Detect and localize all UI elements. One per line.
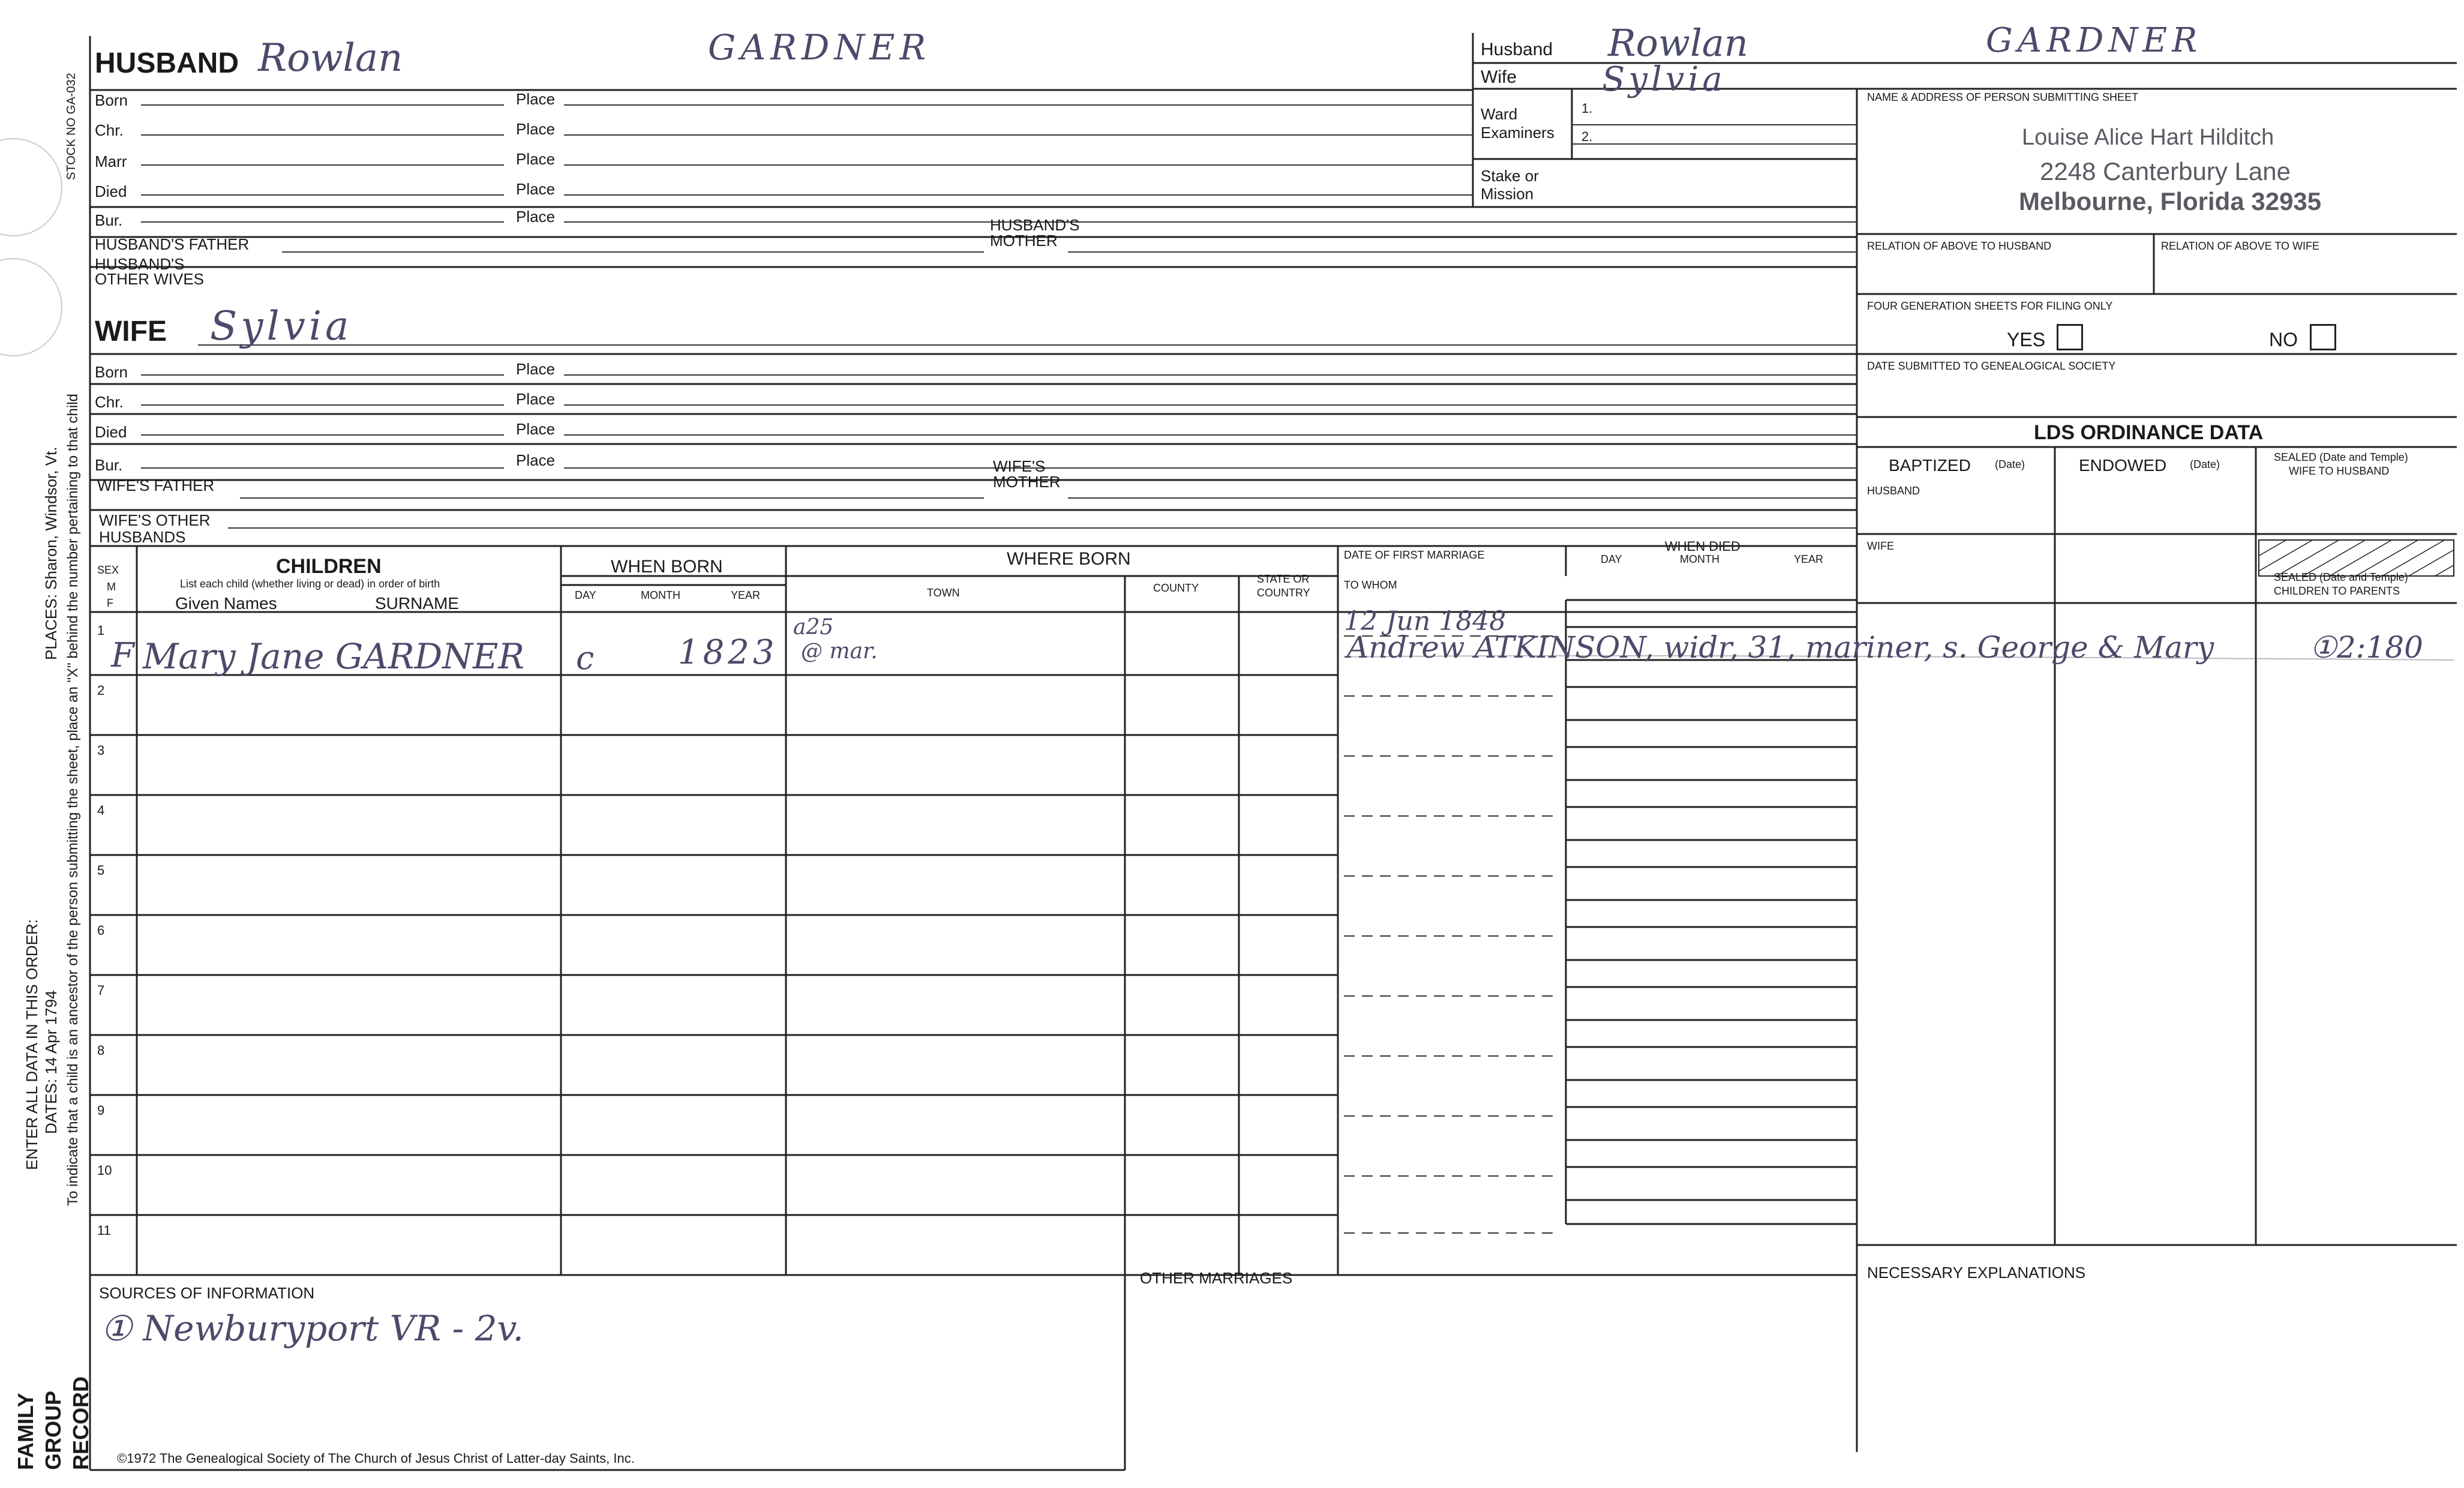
sealed-children-label-1: SEALED (Date and Temple) [2274,571,2408,583]
wife-chr-label: Chr. [95,393,124,411]
when-died-header: WHEN DIED [1665,539,1740,554]
four-generation-label: FOUR GENERATION SHEETS FOR FILING ONLY [1867,300,2113,312]
wife-other-husbands-1: WIFE'S OTHER [99,511,211,529]
ancestor-instruction: To indicate that a child is an ancestor of the person submitting the sheet, place an "X" behind the number pertaining to that child [65,394,81,1206]
row-number: 11 [97,1223,111,1238]
husband-bur-label: Bur. [95,211,123,229]
husband-heading: HUSBAND [95,47,239,79]
stake-label-1: Stake or [1481,167,1539,185]
child1-sex[interactable]: F [111,636,134,675]
to-whom-header: TO WHOM [1344,579,1397,591]
born-month-header: MONTH [641,589,680,601]
row-number: 9 [97,1103,105,1118]
born-year-header: YEAR [731,589,761,601]
husband-father-label: HUSBAND'S FATHER [95,235,250,253]
sources-value[interactable]: ① Newburyport VR - 2v. [101,1308,524,1349]
no-checkbox[interactable] [2310,324,2336,350]
row-number: 2 [97,683,105,698]
wife-bur-label: Bur. [95,456,123,474]
died-year-header: YEAR [1794,553,1824,565]
sealed-wife-label-2: WIFE TO HUSBAND [2289,465,2390,477]
necessary-explanations-label: NECESSARY EXPLANATIONS [1867,1264,2086,1282]
died-day-header: DAY [1601,553,1622,565]
wife-other-husbands-2: HUSBANDS [99,528,186,546]
header-husband-label: Husband [1481,40,1553,59]
husband-born-label: Born [95,91,128,109]
husband-bur-place-label: Place [516,208,556,226]
places-note: PLACES: Sharon, Windsor, Vt. [42,446,60,660]
ward-label: Ward [1481,105,1518,123]
copyright-notice: ©1972 The Genealogical Society of The Church of Jesus Christ of Latter-day Saints, Inc. [117,1451,635,1466]
child1-source-reference[interactable]: ①2:180 [2310,630,2423,665]
sex-f: F [107,597,113,609]
husband-given-name[interactable]: Rowlan [258,36,403,80]
row-number: 4 [97,803,105,818]
wife-born-place-label: Place [516,360,556,378]
child1-marriage-date[interactable]: 12 Jun 1848 [1344,606,1506,637]
header-wife-given[interactable]: Sylvia [1602,60,1726,99]
surname-header: SURNAME [375,594,460,613]
row-number: 10 [97,1163,112,1178]
sealed-children-label-2: CHILDREN TO PARENTS [2274,585,2400,597]
husband-chr-place-label: Place [516,120,556,138]
wife-died-place-label: Place [516,420,556,438]
wife-died-label: Died [95,423,127,441]
when-born-header: WHEN BORN [611,557,723,577]
header-husband-surname[interactable]: GARDNER [1986,21,2202,60]
lds-wife-label: WIFE [1867,540,1894,552]
no-label: NO [2269,329,2298,350]
state-header-1: STATE OR [1257,573,1310,585]
given-names-header: Given Names [175,594,277,613]
where-born-header: WHERE BORN [1007,549,1131,569]
sources-label: SOURCES OF INFORMATION [99,1284,315,1302]
wife-mother-label-1: WIFE'S [993,457,1046,475]
husband-chr-label: Chr. [95,121,124,139]
examiner-2-number: 2. [1581,129,1593,144]
wife-given-name[interactable]: Sylvia [210,303,353,349]
stock-number: STOCK NO GA-032 [65,73,78,180]
submitter-city: Melbourne, Florida 32935 [2019,187,2322,215]
row-number: 8 [97,1043,105,1058]
stake-label-2: Mission [1481,185,1534,203]
baptized-label: BAPTIZED [1889,456,1971,475]
examiner-1-number: 1. [1581,101,1593,116]
order-note: ENTER ALL DATA IN THIS ORDER: [23,919,41,1170]
endowed-date-label: (Date) [2190,458,2220,470]
state-header-2: COUNTRY [1257,587,1310,599]
other-marriages-label: OTHER MARRIAGES [1140,1269,1293,1287]
sealed-wife-label-1: SEALED (Date and Temple) [2274,451,2408,463]
children-header: CHILDREN [276,555,382,578]
child1-town-line1[interactable]: a25 [793,615,834,640]
husband-mother-label-2: MOTHER [990,232,1058,250]
husband-marr-label: Marr [95,152,127,170]
form-name-record: RECORD [68,1376,93,1470]
dates-note: DATES: 14 Apr 1794 [42,990,60,1134]
sex-m: M [107,581,116,593]
wife-heading: WIFE [95,316,167,347]
county-header: COUNTY [1153,582,1199,594]
relation-husband-label: RELATION OF ABOVE TO HUSBAND [1867,240,2052,252]
husband-born-place-label: Place [516,90,556,108]
relation-wife-label: RELATION OF ABOVE TO WIFE [2161,240,2320,252]
child1-born-day[interactable]: c [576,639,595,677]
wife-father-label: WIFE'S FATHER [97,476,215,494]
wife-bur-place-label: Place [516,451,556,469]
town-header: TOWN [927,587,960,599]
endowed-label: ENDOWED [2079,456,2167,475]
husband-marr-place-label: Place [516,150,556,168]
submitter-street: 2248 Canterbury Lane [2040,157,2291,185]
row-number: 6 [97,923,105,938]
row-number: 5 [97,863,105,878]
form-name-family: FAMILY [13,1393,38,1470]
yes-checkbox[interactable] [2057,324,2083,350]
wife-mother-label-2: MOTHER [993,473,1061,491]
baptized-date-label: (Date) [1995,458,2025,470]
died-month-header: MONTH [1680,553,1719,565]
husband-died-place-label: Place [516,180,556,198]
husband-other-wives-1: HUSBAND'S [95,255,185,273]
child1-born-year[interactable]: 1823 [678,633,778,672]
date-submitted-label: DATE SUBMITTED TO GENEALOGICAL SOCIETY [1867,360,2116,372]
children-list-note: List each child (whether living or dead) in order of birth [180,578,440,590]
husband-surname[interactable]: GARDNER [708,27,931,68]
wife-born-label: Born [95,363,128,381]
submitter-name: Louise Alice Hart Hilditch [2022,125,2274,150]
row-number: 3 [97,743,105,758]
header-wife-label: Wife [1481,67,1517,87]
submitter-title: NAME & ADDRESS OF PERSON SUBMITTING SHEET [1867,91,2139,103]
husband-mother-label-1: HUSBAND'S [990,216,1080,234]
row-number: 1 [97,623,105,638]
lds-husband-label: HUSBAND [1867,485,1920,497]
examiners-label: Examiners [1481,124,1554,142]
wife-chr-place-label: Place [516,390,556,408]
child1-spouse[interactable]: Andrew ATKINSON, widr, 31, mariner, s. George & Mary [1347,630,2214,665]
child1-town-line2[interactable]: @ mar. [801,639,878,664]
header-husband-given[interactable]: Rowlan [1608,21,1748,65]
husband-other-wives-2: OTHER WIVES [95,270,205,288]
row-number: 7 [97,983,105,998]
lds-title: LDS ORDINANCE DATA [2034,421,2264,444]
sex-header: SEX [97,564,119,576]
child1-name[interactable]: Mary Jane GARDNER [143,636,524,677]
form-name-group: GROUP [41,1390,65,1470]
husband-died-label: Died [95,182,127,200]
first-marriage-header: DATE OF FIRST MARRIAGE [1344,549,1485,561]
yes-label: YES [2007,329,2046,350]
born-day-header: DAY [575,589,596,601]
